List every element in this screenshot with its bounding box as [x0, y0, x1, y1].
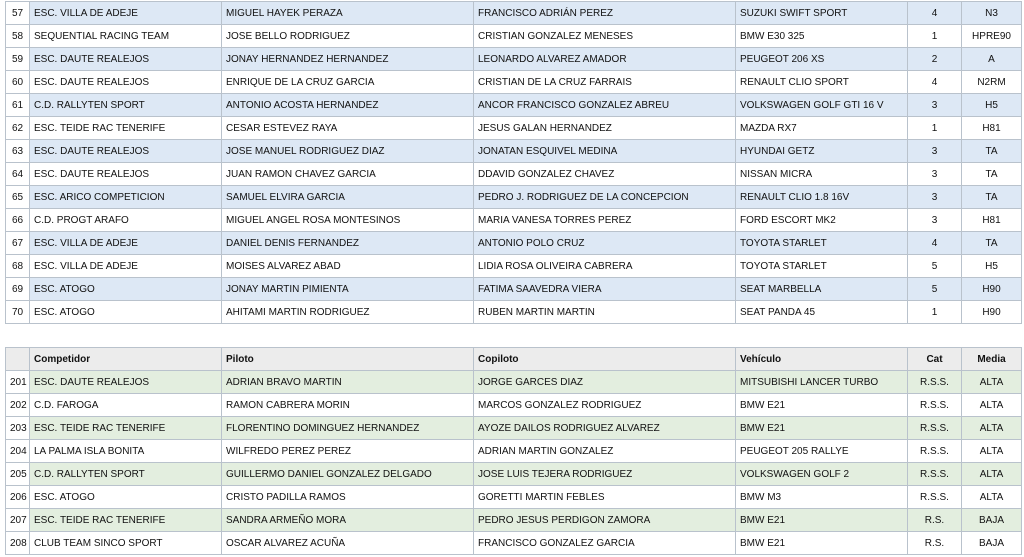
- cell-number: 203: [6, 417, 30, 440]
- cell-cat: 3: [908, 140, 962, 163]
- cell-vehiculo: TOYOTA STARLET: [736, 255, 908, 278]
- cell-piloto: JOSE BELLO RODRIGUEZ: [222, 25, 474, 48]
- cell-piloto: GUILLERMO DANIEL GONZALEZ DELGADO: [222, 463, 474, 486]
- cell-piloto: JUAN RAMON CHAVEZ GARCIA: [222, 163, 474, 186]
- cell-cat: 4: [908, 2, 962, 25]
- table-row: [6, 486, 1022, 509]
- cell-competidor: ESC. DAUTE REALEJOS: [30, 140, 222, 163]
- cell-vehiculo: BMW E21: [736, 532, 908, 555]
- cell-piloto: RAMON CABRERA MORIN: [222, 394, 474, 417]
- cell-cat: 3: [908, 163, 962, 186]
- cell-competidor: CLUB TEAM SINCO SPORT: [30, 532, 222, 555]
- cell-last: BAJA: [962, 532, 1022, 555]
- table-row: [6, 25, 1022, 48]
- cell-competidor: ESC. TEIDE RAC TENERIFE: [30, 509, 222, 532]
- cell-copiloto: JOSE LUIS TEJERA RODRIGUEZ: [474, 463, 736, 486]
- entry-list-table-2: [5, 347, 1022, 555]
- cell-number: 206: [6, 486, 30, 509]
- header-media: Media: [962, 348, 1022, 371]
- cell-last: ALTA: [962, 463, 1022, 486]
- cell-competidor: C.D. RALLYTEN SPORT: [30, 94, 222, 117]
- cell-copiloto: ANCOR FRANCISCO GONZALEZ ABREU: [474, 94, 736, 117]
- cell-competidor: ESC. DAUTE REALEJOS: [30, 371, 222, 394]
- cell-competidor: LA PALMA ISLA BONITA: [30, 440, 222, 463]
- cell-piloto: DANIEL DENIS FERNANDEZ: [222, 232, 474, 255]
- header-cat: Cat: [908, 348, 962, 371]
- cell-vehiculo: BMW E21: [736, 394, 908, 417]
- cell-piloto: SANDRA ARMEÑO MORA: [222, 509, 474, 532]
- cell-competidor: SEQUENTIAL RACING TEAM: [30, 25, 222, 48]
- cell-vehiculo: RENAULT CLIO 1.8 16V: [736, 186, 908, 209]
- cell-vehiculo: RENAULT CLIO SPORT: [736, 71, 908, 94]
- cell-piloto: JOSE MANUEL RODRIGUEZ DIAZ: [222, 140, 474, 163]
- cell-cat: 5: [908, 255, 962, 278]
- cell-number: 67: [6, 232, 30, 255]
- cell-copiloto: MARIA VANESA TORRES PEREZ: [474, 209, 736, 232]
- cell-copiloto: JORGE GARCES DIAZ: [474, 371, 736, 394]
- cell-number: 61: [6, 94, 30, 117]
- cell-last: N3: [962, 2, 1022, 25]
- cell-number: 70: [6, 301, 30, 324]
- cell-competidor: ESC. ATOGO: [30, 301, 222, 324]
- cell-vehiculo: BMW E21: [736, 417, 908, 440]
- cell-number: 62: [6, 117, 30, 140]
- cell-competidor: ESC. ATOGO: [30, 278, 222, 301]
- cell-copiloto: CRISTIAN DE LA CRUZ FARRAIS: [474, 71, 736, 94]
- table-row: [6, 163, 1022, 186]
- table-row: [6, 232, 1022, 255]
- table-row: [6, 48, 1022, 71]
- header-row: [6, 348, 1022, 371]
- cell-cat: 3: [908, 186, 962, 209]
- cell-vehiculo: BMW E30 325: [736, 25, 908, 48]
- table-body: [6, 2, 1022, 324]
- cell-piloto: MOISES ALVAREZ ABAD: [222, 255, 474, 278]
- cell-last: H81: [962, 117, 1022, 140]
- cell-last: H90: [962, 278, 1022, 301]
- cell-last: H81: [962, 209, 1022, 232]
- cell-number: 65: [6, 186, 30, 209]
- cell-piloto: ANTONIO ACOSTA HERNANDEZ: [222, 94, 474, 117]
- cell-copiloto: FRANCISCO GONZALEZ GARCIA: [474, 532, 736, 555]
- cell-vehiculo: BMW E21: [736, 509, 908, 532]
- cell-competidor: ESC. ARICO COMPETICION: [30, 186, 222, 209]
- cell-copiloto: RUBEN MARTIN MARTIN: [474, 301, 736, 324]
- cell-competidor: ESC. TEIDE RAC TENERIFE: [30, 117, 222, 140]
- cell-competidor: ESC. TEIDE RAC TENERIFE: [30, 417, 222, 440]
- cell-piloto: AHITAMI MARTIN RODRIGUEZ: [222, 301, 474, 324]
- cell-last: ALTA: [962, 394, 1022, 417]
- cell-piloto: ENRIQUE DE LA CRUZ GARCIA: [222, 71, 474, 94]
- cell-vehiculo: PEUGEOT 205 RALLYE: [736, 440, 908, 463]
- cell-competidor: C.D. RALLYTEN SPORT: [30, 463, 222, 486]
- header-piloto: Piloto: [222, 348, 474, 371]
- cell-cat: R.S.: [908, 532, 962, 555]
- cell-cat: 4: [908, 71, 962, 94]
- table-row: [6, 117, 1022, 140]
- cell-competidor: ESC. DAUTE REALEJOS: [30, 71, 222, 94]
- cell-piloto: OSCAR ALVAREZ ACUÑA: [222, 532, 474, 555]
- cell-cat: 3: [908, 209, 962, 232]
- cell-number: 207: [6, 509, 30, 532]
- cell-copiloto: ADRIAN MARTIN GONZALEZ: [474, 440, 736, 463]
- cell-competidor: C.D. PROGT ARAFO: [30, 209, 222, 232]
- cell-cat: R.S.: [908, 509, 962, 532]
- header-vehiculo: Vehículo: [736, 348, 908, 371]
- table-row: [6, 532, 1022, 555]
- cell-last: HPRE90: [962, 25, 1022, 48]
- cell-copiloto: DDAVID GONZALEZ CHAVEZ: [474, 163, 736, 186]
- table-row: [6, 209, 1022, 232]
- cell-cat: R.S.S.: [908, 486, 962, 509]
- cell-cat: R.S.S.: [908, 417, 962, 440]
- cell-piloto: MIGUEL ANGEL ROSA MONTESINOS: [222, 209, 474, 232]
- cell-piloto: MIGUEL HAYEK PERAZA: [222, 2, 474, 25]
- cell-piloto: JONAY MARTIN PIMIENTA: [222, 278, 474, 301]
- table-row: [6, 278, 1022, 301]
- cell-cat: R.S.S.: [908, 394, 962, 417]
- table-row: [6, 394, 1022, 417]
- cell-copiloto: CRISTIAN GONZALEZ MENESES: [474, 25, 736, 48]
- cell-number: 201: [6, 371, 30, 394]
- table-row: [6, 2, 1022, 25]
- cell-copiloto: AYOZE DAILOS RODRIGUEZ ALVAREZ: [474, 417, 736, 440]
- cell-vehiculo: VOLKSWAGEN GOLF GTI 16 V: [736, 94, 908, 117]
- cell-piloto: JONAY HERNANDEZ HERNANDEZ: [222, 48, 474, 71]
- cell-vehiculo: PEUGEOT 206 XS: [736, 48, 908, 71]
- cell-competidor: C.D. FAROGA: [30, 394, 222, 417]
- cell-number: 68: [6, 255, 30, 278]
- cell-cat: 1: [908, 117, 962, 140]
- cell-number: 202: [6, 394, 30, 417]
- cell-vehiculo: SEAT MARBELLA: [736, 278, 908, 301]
- cell-number: 57: [6, 2, 30, 25]
- cell-vehiculo: MAZDA RX7: [736, 117, 908, 140]
- cell-last: ALTA: [962, 371, 1022, 394]
- cell-piloto: CRISTO PADILLA RAMOS: [222, 486, 474, 509]
- cell-number: 66: [6, 209, 30, 232]
- cell-piloto: ADRIAN BRAVO MARTIN: [222, 371, 474, 394]
- cell-last: N2RM: [962, 71, 1022, 94]
- cell-number: 58: [6, 25, 30, 48]
- cell-number: 69: [6, 278, 30, 301]
- cell-copiloto: PEDRO J. RODRIGUEZ DE LA CONCEPCION: [474, 186, 736, 209]
- cell-vehiculo: SUZUKI SWIFT SPORT: [736, 2, 908, 25]
- cell-vehiculo: FORD ESCORT MK2: [736, 209, 908, 232]
- cell-copiloto: FRANCISCO ADRIÁN PEREZ: [474, 2, 736, 25]
- cell-last: ALTA: [962, 486, 1022, 509]
- cell-number: 60: [6, 71, 30, 94]
- cell-copiloto: GORETTI MARTIN FEBLES: [474, 486, 736, 509]
- cell-competidor: ESC. DAUTE REALEJOS: [30, 163, 222, 186]
- cell-cat: R.S.S.: [908, 371, 962, 394]
- cell-competidor: ESC. VILLA DE ADEJE: [30, 2, 222, 25]
- cell-cat: 1: [908, 301, 962, 324]
- header-num: [6, 348, 30, 371]
- cell-copiloto: ANTONIO POLO CRUZ: [474, 232, 736, 255]
- cell-last: TA: [962, 163, 1022, 186]
- cell-vehiculo: NISSAN MICRA: [736, 163, 908, 186]
- entry-list-table-1: [5, 1, 1022, 324]
- cell-cat: R.S.S.: [908, 463, 962, 486]
- cell-copiloto: LEONARDO ALVAREZ AMADOR: [474, 48, 736, 71]
- table-row: [6, 440, 1022, 463]
- cell-vehiculo: VOLKSWAGEN GOLF 2: [736, 463, 908, 486]
- cell-cat: 3: [908, 94, 962, 117]
- cell-piloto: SAMUEL ELVIRA GARCIA: [222, 186, 474, 209]
- table-body: [6, 371, 1022, 555]
- cell-vehiculo: SEAT PANDA 45: [736, 301, 908, 324]
- cell-cat: 1: [908, 25, 962, 48]
- header-competidor: Competidor: [30, 348, 222, 371]
- cell-copiloto: JONATAN ESQUIVEL MEDINA: [474, 140, 736, 163]
- table-row: [6, 463, 1022, 486]
- table-row: [6, 417, 1022, 440]
- cell-number: 64: [6, 163, 30, 186]
- cell-copiloto: PEDRO JESUS PERDIGON ZAMORA: [474, 509, 736, 532]
- table-row: [6, 301, 1022, 324]
- cell-copiloto: FATIMA SAAVEDRA VIERA: [474, 278, 736, 301]
- table-row: [6, 140, 1022, 163]
- cell-cat: 2: [908, 48, 962, 71]
- table-row: [6, 94, 1022, 117]
- table-row: [6, 255, 1022, 278]
- cell-number: 204: [6, 440, 30, 463]
- cell-piloto: CESAR ESTEVEZ RAYA: [222, 117, 474, 140]
- cell-last: ALTA: [962, 417, 1022, 440]
- cell-last: H5: [962, 255, 1022, 278]
- cell-cat: R.S.S.: [908, 440, 962, 463]
- cell-number: 205: [6, 463, 30, 486]
- cell-number: 59: [6, 48, 30, 71]
- table-row: [6, 509, 1022, 532]
- cell-cat: 5: [908, 278, 962, 301]
- cell-last: H5: [962, 94, 1022, 117]
- cell-vehiculo: TOYOTA STARLET: [736, 232, 908, 255]
- table-row: [6, 371, 1022, 394]
- cell-vehiculo: HYUNDAI GETZ: [736, 140, 908, 163]
- cell-competidor: ESC. ATOGO: [30, 486, 222, 509]
- cell-last: TA: [962, 140, 1022, 163]
- cell-piloto: WILFREDO PEREZ PEREZ: [222, 440, 474, 463]
- cell-cat: 4: [908, 232, 962, 255]
- cell-copiloto: JESUS GALAN HERNANDEZ: [474, 117, 736, 140]
- cell-piloto: FLORENTINO DOMINGUEZ HERNANDEZ: [222, 417, 474, 440]
- cell-competidor: ESC. VILLA DE ADEJE: [30, 232, 222, 255]
- cell-last: A: [962, 48, 1022, 71]
- cell-vehiculo: BMW M3: [736, 486, 908, 509]
- cell-copiloto: LIDIA ROSA OLIVEIRA CABRERA: [474, 255, 736, 278]
- cell-number: 63: [6, 140, 30, 163]
- table-row: [6, 71, 1022, 94]
- header-copiloto: Copiloto: [474, 348, 736, 371]
- cell-last: TA: [962, 232, 1022, 255]
- cell-last: ALTA: [962, 440, 1022, 463]
- cell-competidor: ESC. VILLA DE ADEJE: [30, 255, 222, 278]
- cell-number: 208: [6, 532, 30, 555]
- cell-copiloto: MARCOS GONZALEZ RODRIGUEZ: [474, 394, 736, 417]
- cell-last: BAJA: [962, 509, 1022, 532]
- table-row: [6, 186, 1022, 209]
- cell-last: TA: [962, 186, 1022, 209]
- cell-competidor: ESC. DAUTE REALEJOS: [30, 48, 222, 71]
- cell-last: H90: [962, 301, 1022, 324]
- cell-vehiculo: MITSUBISHI LANCER TURBO: [736, 371, 908, 394]
